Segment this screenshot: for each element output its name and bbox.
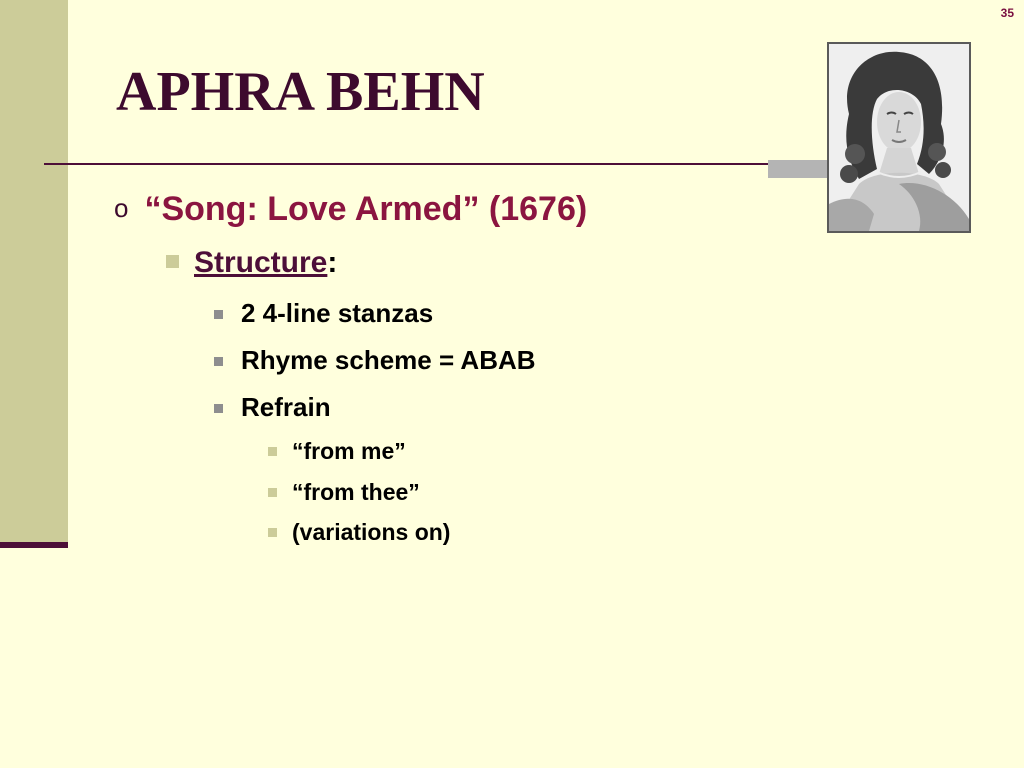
square-bullet-icon <box>214 357 223 366</box>
square-bullet-icon <box>214 310 223 319</box>
square-bullet-icon <box>214 404 223 413</box>
square-bullet-icon <box>166 255 179 268</box>
slide-title: APHRA BEHN <box>116 61 485 123</box>
bullet-refrain-from-thee <box>268 479 420 506</box>
point-text: Rhyme scheme = ABAB <box>241 345 536 375</box>
portrait-image <box>827 42 971 233</box>
left-decorative-band <box>0 0 68 546</box>
song-heading-text: “Song: Love Armed” (1676) <box>144 190 588 228</box>
square-bullet-icon <box>268 447 277 456</box>
title-divider <box>44 163 834 165</box>
point-text: 2 4-line stanzas <box>241 298 434 328</box>
bullet-refrain-from-me <box>268 438 406 465</box>
bullet-rhyme-scheme <box>214 345 536 376</box>
refrain-text: “from thee” <box>292 479 420 505</box>
left-band-accent <box>0 542 68 548</box>
divider-accent <box>768 160 828 178</box>
bullet-song-heading <box>114 190 587 229</box>
portrait-icon <box>829 44 969 231</box>
bullet-stanzas <box>214 298 433 329</box>
bullet-structure <box>166 246 337 280</box>
slide-number: 35 <box>1000 6 1014 20</box>
bullet-refrain <box>214 392 331 423</box>
hollow-circle-bullet-icon: o <box>114 193 129 223</box>
bullet-refrain-variations <box>268 519 450 546</box>
square-bullet-icon <box>268 488 277 497</box>
point-text: Refrain <box>241 392 331 422</box>
structure-colon: : <box>327 246 338 279</box>
refrain-text: (variations on) <box>292 519 451 545</box>
refrain-text: “from me” <box>292 438 406 464</box>
structure-label: Structure <box>194 246 328 279</box>
square-bullet-icon <box>268 528 277 537</box>
